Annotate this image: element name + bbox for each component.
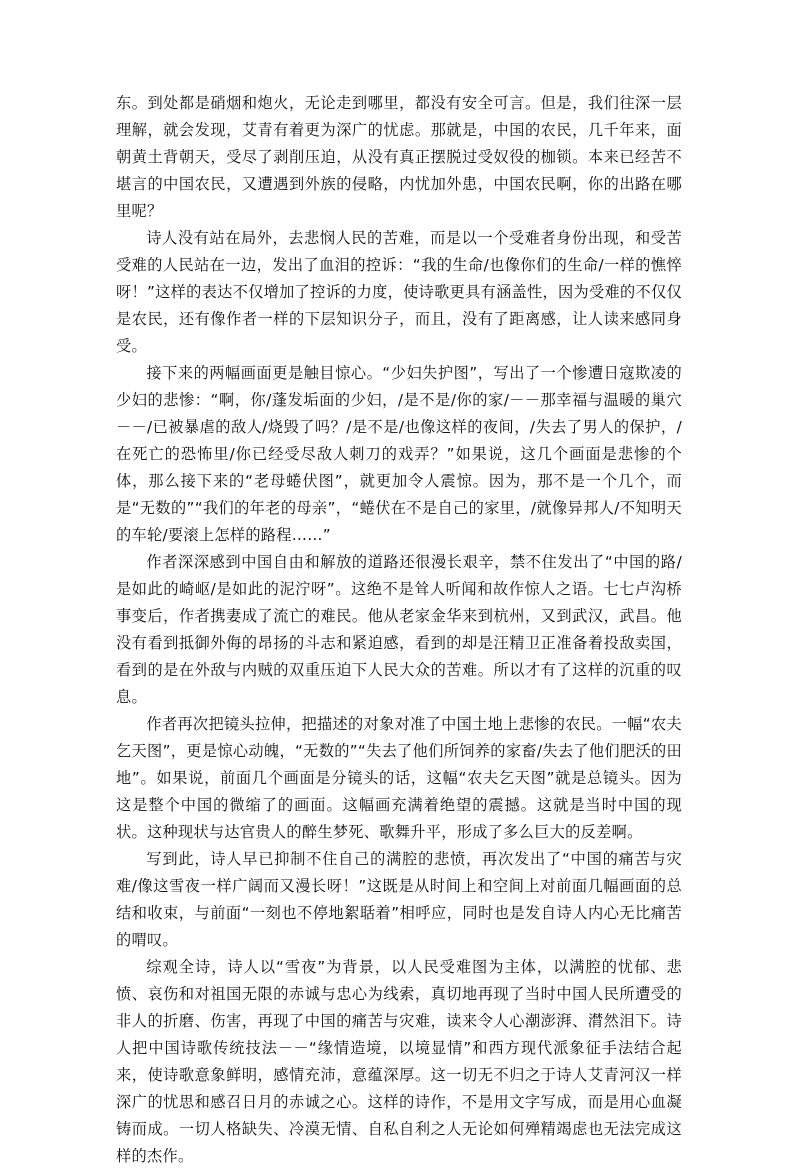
paragraph-3: 接下来的两幅画面更是触目惊心。“少妇失护图”，写出了一个惨遭日寇欺凌的少妇的悲惨：“啊，你/蓬发垢面的少妇，/是不是/你的家/－－那幸福与温暖的巢穴－－/已被暴虐的敌人/烧毁了吗？/是不是/也像这样的夜间，/失去了男人的保护，/在死亡的恐怖里/你已经受尽敌人刺刀的戏弄？”如果说，这几个画面是悲惨的个体，那么接下来的“老母蜷伏图”，就更加令人震惊。因为，那不是一个几个，而是“无数的”“我们的年老的母亲”，“蜷伏在不是自己的家里，/就像异邦人/不知明天的车轮/要滚上怎样的路程……” — [116, 364, 682, 544]
paragraph-5: 作者再次把镜头拉伸，把描述的对象对准了中国土地上悲惨的农民。一幅“农夫乞天图”，更是惊心动魄，“无数的”“失去了他们所饲养的家畜/失去了他们肥沃的田地”。如果说，前面几个画面是分镜头的话，这幅“农夫乞天图”就是总镜头。因为这是整个中国的微缩了的画面。这幅画充满着绝望的震撼。这就是当时中国的现状。这种现状与达官贵人的醉生梦死、歌舞升平，形成了多么巨大的反差啊。 — [116, 715, 682, 841]
paragraph-4: 作者深深感到中国自由和解放的道路还很漫长艰辛，禁不住发出了“中国的路/是如此的崎岖/是如此的泥泞呀”。这绝不是耸人听闻和故作惊人之语。七七卢沟桥事变后，作者携妻成了流亡的难民。他从老家金华来到杭州，又到武汉，武昌。他没有看到抵御外侮的昂扬的斗志和紧迫感，看到的却是汪精卫正准备着投敌卖国，看到的是在外敌与内贼的双重压迫下人民大众的苦难。所以才有了这样的沉重的叹息。 — [116, 553, 682, 706]
paragraph-6: 写到此，诗人早已抑制不住自己的满腔的悲愤，再次发出了“中国的痛苦与灾难/像这雪夜一样广阔而又漫长呀！”这既是从时间上和空间上对前面几幅画面的总结和收束，与前面“一刻也不停地絮聒着”相呼应，同时也是发自诗人内心无比痛苦的喟叹。 — [116, 850, 682, 949]
paragraph-7: 综观全诗，诗人以“雪夜”为背景，以人民受难图为主体，以满腔的忧郁、悲愤、哀伤和对祖国无限的赤诚与忠心为线索，真切地再现了当时中国人民所遭受的非人的折磨、伤害，再现了中国的痛苦与灾难，读来令人心潮澎湃、潸然泪下。诗人把中国诗歌传统技法－－“缘情造境，以境显情”和西方现代派象征手法结合起来，使诗歌意象鲜明，感情充沛，意蕴深厚。这一切无不归之于诗人艾青河汉一样深广的忧思和感召日月的赤诚之心。这样的诗作，不是用文字写成，而是用心血凝铸而成。一切人格缺失、冷漠无情、自私自利之人无论如何殚精竭虑也无法完成这样的杰作。 — [116, 958, 682, 1165]
article-body — [116, 90, 682, 1170]
paragraph-1: 东。到处都是硝烟和炮火，无论走到哪里，都没有安全可言。但是，我们往深一层理解，就会发现，艾青有着更为深广的忧虑。那就是，中国的农民，几千年来，面朝黄土背朝天，受尽了剥削压迫，从没有真正摆脱过受奴役的枷锁。本来已经苦不堪言的中国农民，又遭遇到外族的侵略，内忧加外患，中国农民啊，你的出路在哪里呢？ — [116, 94, 682, 220]
paragraph-2: 诗人没有站在局外，去悲悯人民的苦难，而是以一个受难者身份出现，和受苦受难的人民站在一边，发出了血泪的控诉：“我的生命/也像你们的生命/一样的憔悴呀！”这样的表达不仅增加了控诉的力度，使诗歌更具有涵盖性，因为受难的不仅仅是农民，还有像作者一样的下层知识分子，而且，没有了距离感，让人读来感同身受。 — [116, 229, 682, 355]
